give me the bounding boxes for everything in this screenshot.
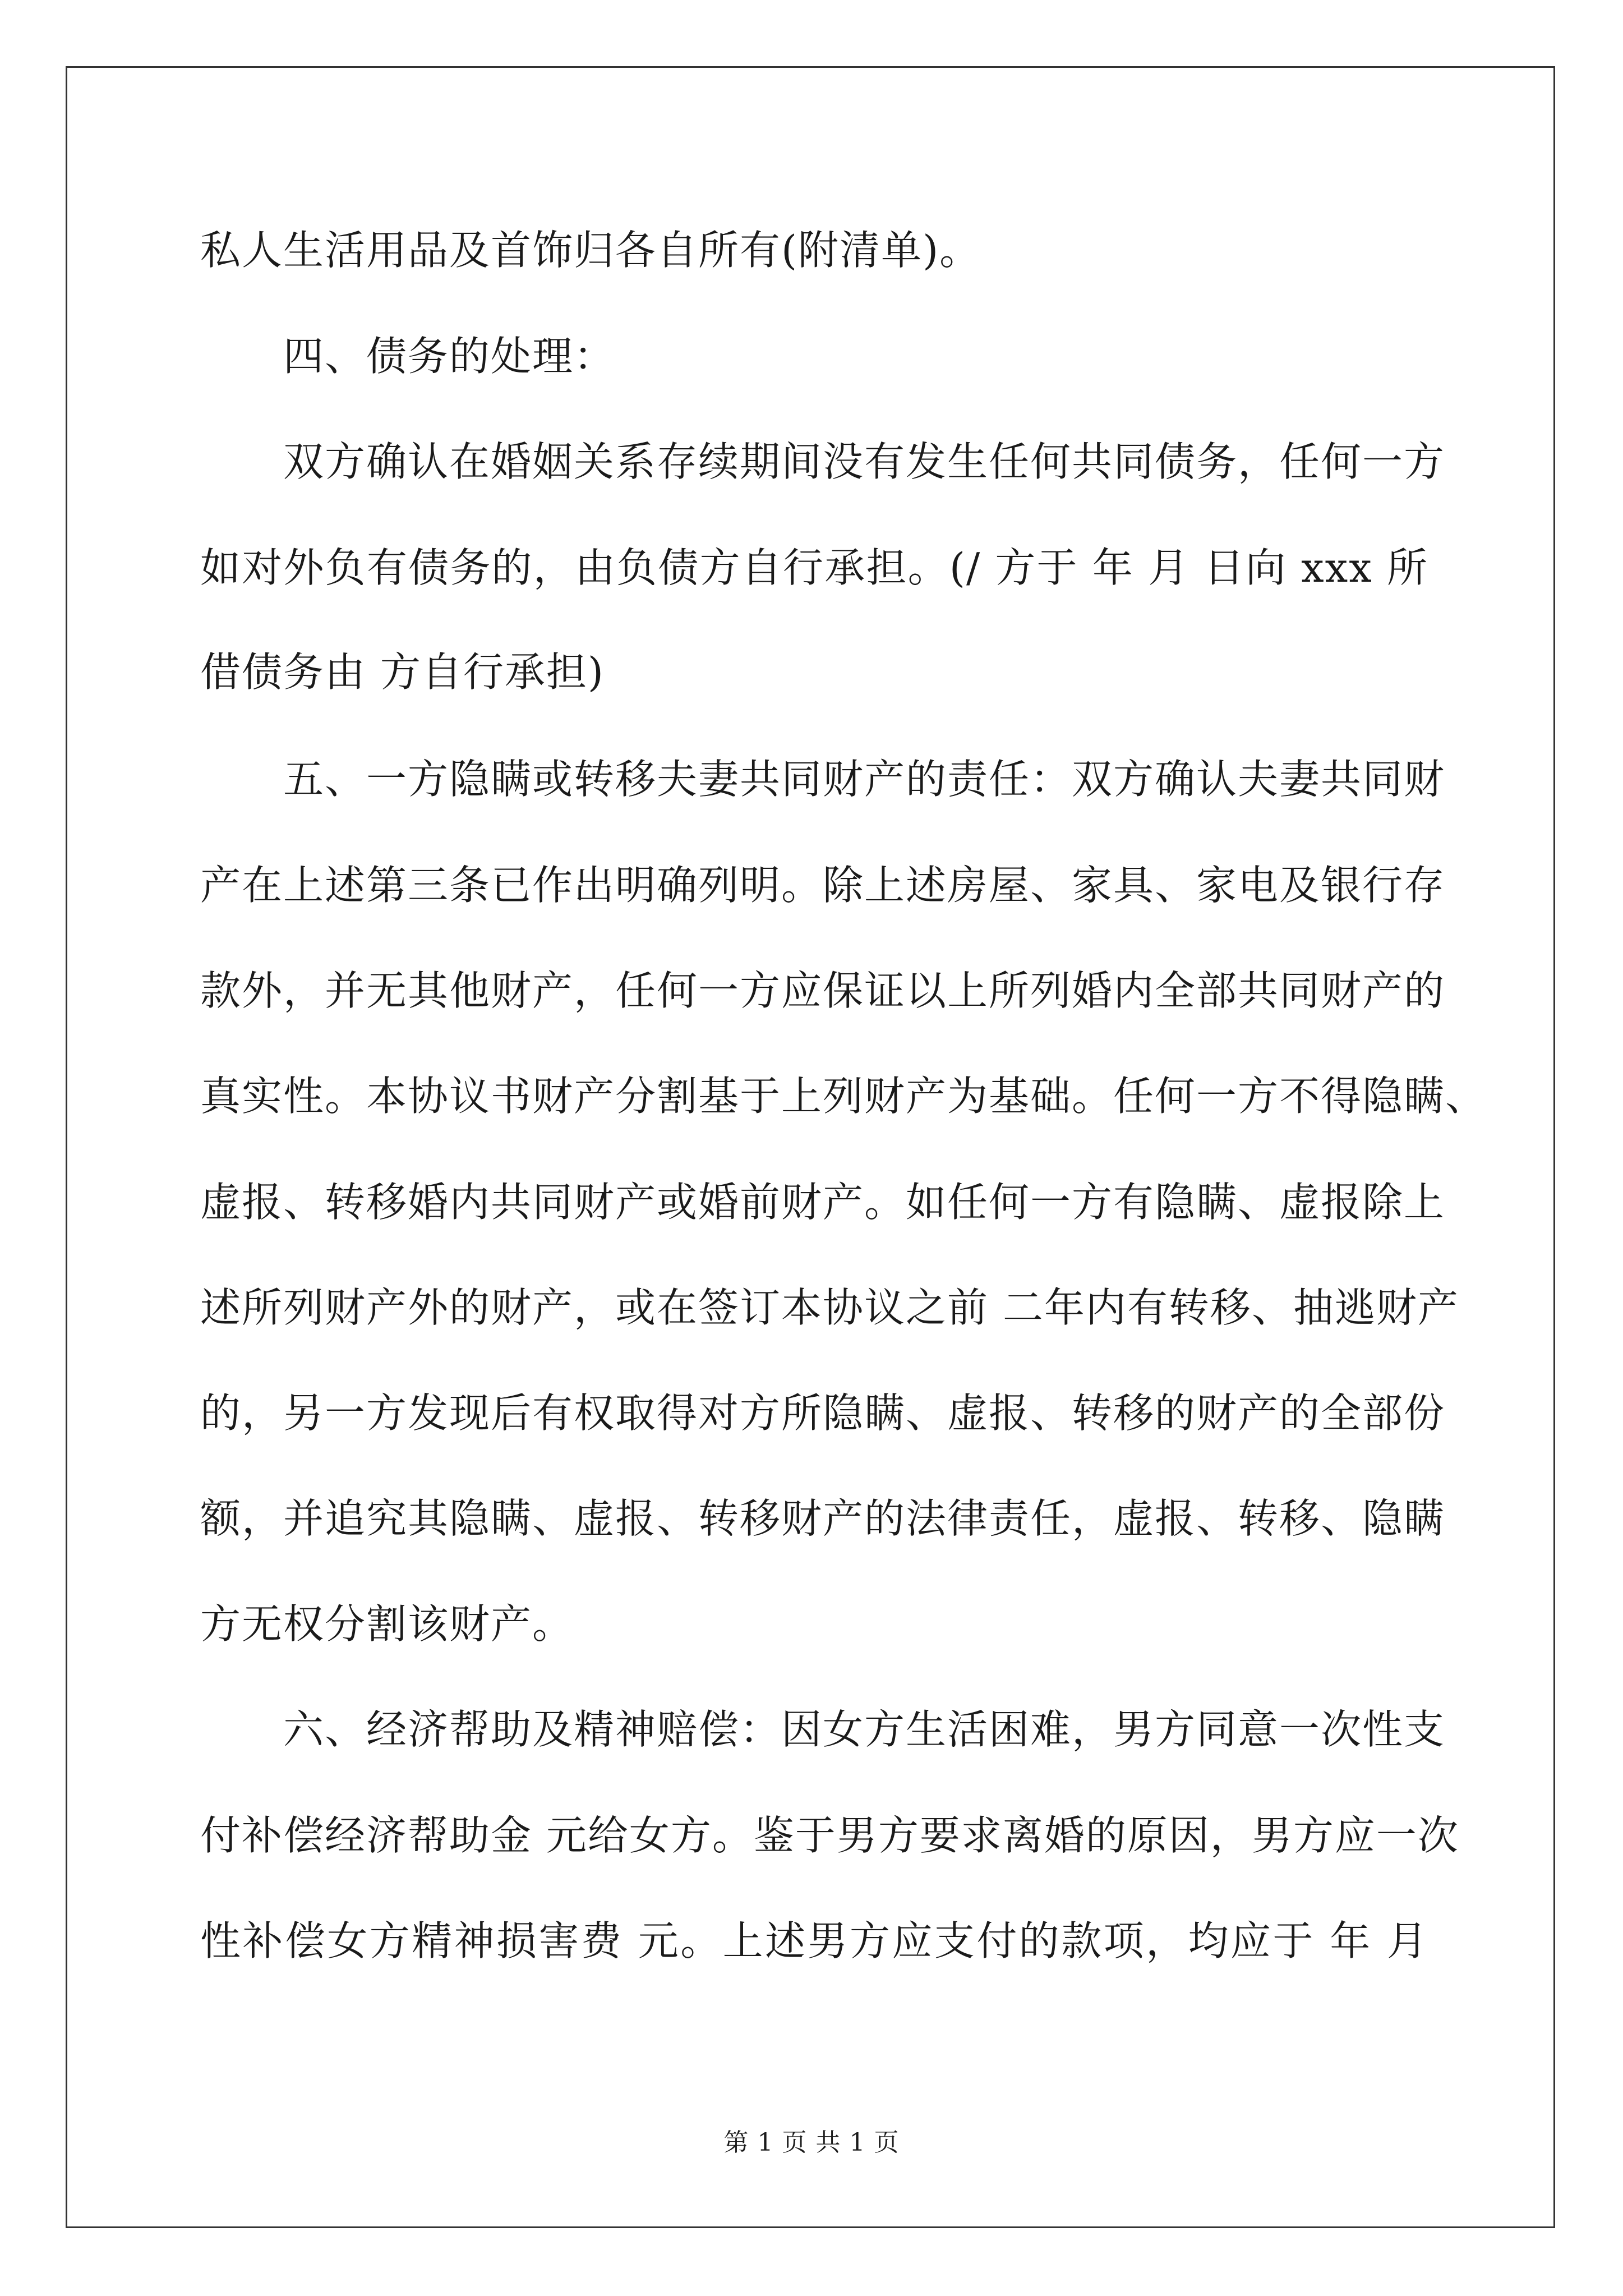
paragraph-line: 的，另一方发现后有权取得对方所隐瞒、虚报、转移的财产的全部份 [200,1389,1446,1437]
paragraph-line: 双方确认在婚姻关系存续期间没有发生任何共同债务，任何一方 [283,438,1446,485]
paragraph-line: 真实性。本协议书财产分割基于上列财产为基础。任何一方不得隐瞒、 [200,1073,1487,1120]
paragraph-line: 六、经济帮助及精神赔偿：因女方生活困难，男方同意一次性支 [283,1706,1446,1753]
paragraph-line: 方无权分割该财产。 [200,1600,574,1648]
paragraph-line: 述所列财产外的财产，或在签订本协议之前 二年内有转移、抽逃财产 [200,1284,1459,1331]
paragraph-line: 产在上述第三条已作出明确列明。除上述房屋、家具、家电及银行存 [200,862,1446,909]
page-number-footer: 第 1 页 共 1 页 [723,2128,900,2157]
paragraph-line: 性补偿女方精神损害费 元。上述男方应支付的款项，均应于 年 月 [200,1917,1428,1964]
paragraph-line: 借债务由 方自行承担) [200,648,605,696]
paragraph-line: 私人生活用品及首饰归各自所有(附清单)。 [200,227,981,274]
page-border [66,66,1555,2228]
paragraph-line: 付补偿经济帮助金 元给女方。鉴于男方要求离婚的原因，男方应一次 [200,1812,1459,1859]
paragraph-line: 五、一方隐瞒或转移夫妻共同财产的责任：双方确认夫妻共同财 [283,756,1446,803]
paragraph-line: 虚报、转移婚内共同财产或婚前财产。如任何一方有隐瞒、虚报除上 [200,1179,1446,1226]
paragraph-line: 额，并追究其隐瞒、虚报、转移财产的法律责任，虚报、转移、隐瞒 [200,1495,1446,1542]
paragraph-line: 如对外负有债务的，由负债方自行承担。(/ 方于 年 月 日向 xxx 所 [200,544,1428,591]
paragraph-line: 款外，并无其他财产，任何一方应保证以上所列婚内全部共同财产的 [200,967,1446,1014]
section-heading-debts: 四、债务的处理： [283,333,616,380]
